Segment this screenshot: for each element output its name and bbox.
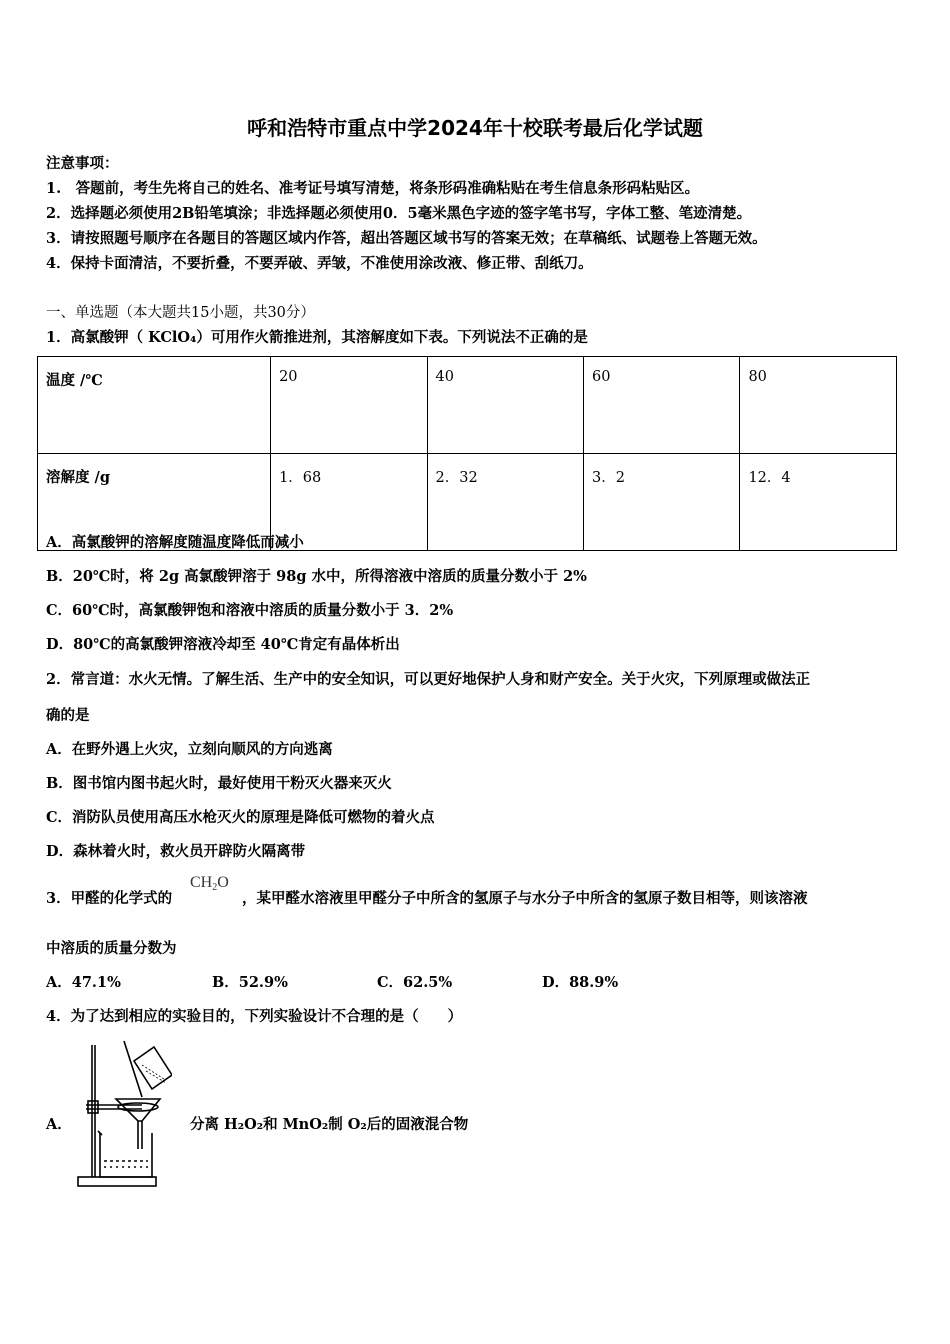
q3-option-a: A．47.1% <box>46 974 121 991</box>
q1-option-a: A．高氯酸钾的溶解度随温度降低而减小 <box>46 534 304 551</box>
q1-option-d: D．80℃的高氯酸钾溶液冷却至 40℃肯定有晶体析出 <box>46 636 400 653</box>
solubility-table <box>37 356 897 551</box>
q3-option-b: B．52.9% <box>212 974 288 991</box>
q4-option-a-label: A． <box>46 1116 72 1133</box>
formula-main: CH <box>190 874 213 891</box>
table-cell: 3．2 <box>583 454 739 551</box>
q1-option-b: B．20℃时，将 2g 高氯酸钾溶于 98g 水中，所得溶液中溶质的质量分数小于 2% <box>46 568 587 585</box>
q3-stem-line2: 中溶质的质量分数为 <box>46 940 177 957</box>
q2-option-d: D．森林着火时，救火员开辟防火隔离带 <box>46 843 306 860</box>
q2-option-b: B．图书馆内图书起火时，最好使用干粉灭火器来灭火 <box>46 775 392 792</box>
notice-item-3: 3．请按照题号顺序在各题目的答题区域内作答，超出答题区域书写的答案无效；在草稿纸、试题卷上答题无效。 <box>46 230 767 247</box>
formula-end: O <box>217 874 229 891</box>
table-cell: 12．4 <box>740 454 897 551</box>
q3-stem-post: ，某甲醛水溶液里甲醛分子中所含的氢原子与水分子中所含的氢原子数目相等，则该溶液 <box>242 890 808 907</box>
q2-option-a: A．在野外遇上火灾，立刻向顺风的方向逃离 <box>46 741 333 758</box>
table-row <box>38 357 897 454</box>
notice-item-2: 2．选择题必须使用2B铅笔填涂；非选择题必须使用0．5毫米黑色字迹的签字笔书写，字体工整、笔迹清楚。 <box>46 205 752 222</box>
q2-stem-line2: 确的是 <box>46 707 90 724</box>
table-cell: 80 <box>740 357 897 454</box>
table-cell: 20 <box>271 357 427 454</box>
q2-stem-line1: 2．常言道：水火无情。了解生活、生产中的安全知识，可以更好地保护人身和财产安全。关于火灾，下列原理或做法正 <box>46 671 811 688</box>
q3-option-d: D．88.9% <box>542 974 619 991</box>
table-cell: 溶解度 /g <box>38 454 271 551</box>
table-cell: 60 <box>583 357 739 454</box>
page-title: 呼和浩特市重点中学2024年十校联考最后化学试题 <box>247 116 703 140</box>
q2-option-c: C．消防队员使用高压水枪灭火的原理是降低可燃物的着火点 <box>46 809 435 826</box>
q3-stem-pre: 3．甲醛的化学式的 <box>46 890 173 907</box>
q3-formula <box>190 874 229 893</box>
q1-option-c: C．60℃时，高氯酸钾饱和溶液中溶质的质量分数小于 3．2% <box>46 602 454 619</box>
table-cell: 温度 /℃ <box>38 357 271 454</box>
table-cell: 40 <box>427 357 583 454</box>
q4-stem: 4．为了达到相应的实验目的，下列实验设计不合理的是（ ） <box>46 1008 463 1025</box>
filtration-apparatus-illustration <box>72 1037 172 1189</box>
notice-item-4: 4．保持卡面清洁，不要折叠，不要弄破、弄皱，不准使用涂改液、修正带、刮纸刀。 <box>46 255 593 272</box>
table-cell: 2．32 <box>427 454 583 551</box>
formula-sub: 2 <box>212 882 218 893</box>
q3-option-c: C．62.5% <box>377 974 453 991</box>
notice-heading: 注意事项： <box>46 155 119 172</box>
table-cell: 1．68 <box>271 454 427 551</box>
q1-stem: 1．高氯酸钾（ KClO₄）可用作火箭推进剂，其溶解度如下表。下列说法不正确的是 <box>46 329 588 346</box>
section-heading: 一、单选题（本大题共15小题，共30分） <box>46 305 315 321</box>
notice-item-1: 1. 答题前，考生先将自己的姓名、准考证号填写清楚，将条形码准确粘贴在考生信息条形码粘贴区。 <box>46 180 700 197</box>
q4-option-a-text: 分离 H₂O₂和 MnO₂制 O₂后的固液混合物 <box>190 1116 469 1133</box>
